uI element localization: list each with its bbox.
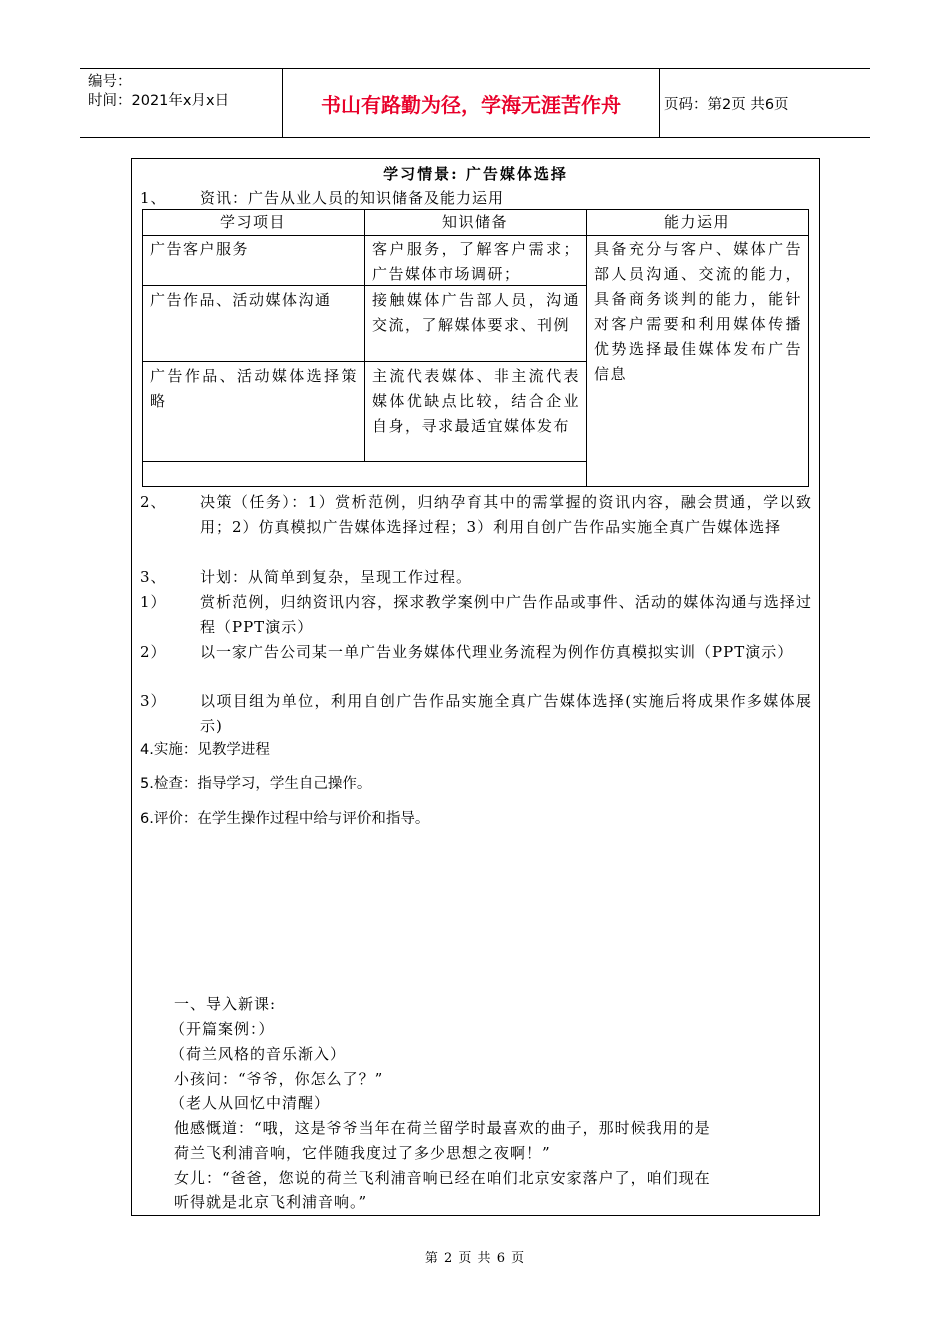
col-header-knowledge: 知识储备	[441, 213, 508, 231]
intro-line: （开篇案例：）	[170, 1020, 275, 1038]
table-row-3-knowledge: 主流代表媒体、非主流代表媒体优缺点比较，结合企业自身，寻求最适宜媒体发布	[372, 367, 580, 435]
item3-num: 3、	[140, 568, 167, 586]
intro-heading: 一、导入新课:	[174, 995, 277, 1013]
time-label: 时间：2021年x月x日	[88, 93, 230, 109]
item6-evaluate: 6.评价：在学生操作过程中给与评价和指导。	[140, 811, 430, 827]
item3-text: 计划：从简单到复杂，呈现工作过程。	[200, 568, 473, 586]
item2-num: 2、	[140, 493, 167, 511]
intro-line: 荷兰飞利浦音响，它伴随我度过了多少思想之夜啊！”	[174, 1144, 551, 1162]
intro-line: （荷兰风格的音乐渐入）	[170, 1045, 347, 1063]
intro-line: 他感慨道：“哦，这是爷爷当年在荷兰留学时最喜欢的曲子，那时候我用的是	[174, 1119, 711, 1137]
table-row-1-project: 广告客户服务	[150, 240, 250, 258]
page-label: 页码：第2页 共6页	[664, 97, 789, 113]
intro-line: （老人从回忆中清醒）	[170, 1094, 331, 1112]
intro-line: 小孩问：“爷爷，你怎么了？”	[174, 1070, 384, 1088]
item4-implement: 4.实施：见教学进程	[140, 742, 270, 758]
page-footer: 第 2 页 共 6 页	[424, 1251, 526, 1266]
header-meta	[88, 73, 229, 111]
item5-check: 5.检查：指导学习，学生自己操作。	[140, 776, 372, 792]
page-header	[80, 68, 870, 138]
col-header-ability: 能力运用	[663, 213, 730, 231]
plan-step-1-num: 1）	[140, 593, 167, 611]
plan-step-3-num: 3）	[140, 692, 167, 710]
ability-cell: 具备充分与客户、媒体广告部人员沟通、交流的能力，具备商务谈判的能力，能针对客户需要和利用媒体传播优势选择最佳媒体发布广告信息	[594, 240, 802, 383]
intro-line: 女儿：“爸爸，您说的荷兰飞利浦音响已经在咱们北京安家落户了，咱们现在	[174, 1169, 711, 1187]
item1-num: 1、	[140, 189, 167, 207]
knowledge-table	[142, 209, 809, 487]
item1-text: 资讯：广告从业人员的知识储备及能力运用	[200, 189, 505, 207]
plan-step-2-text: 以一家广告公司某一单广告业务媒体代理业务流程为例作仿真模拟实训（PPT演示）	[200, 643, 794, 661]
table-row-3-project: 广告作品、活动媒体选择策略	[150, 367, 358, 410]
table-row-1-knowledge: 客户服务，了解客户需求；广告媒体市场调研；	[372, 240, 580, 283]
motto: 书山有路勤为径，学海无涯苦作舟	[282, 69, 660, 137]
plan-step-3-text: 以项目组为单位，利用自创广告作品实施全真广告媒体选择(实施后将成果作多媒体展示)	[200, 692, 812, 735]
code-label: 编号：	[88, 74, 132, 90]
plan-step-1-text: 赏析范例，归纳资讯内容，探求教学案例中广告作品或事件、活动的媒体沟通与选择过程（PPT演示）	[200, 593, 812, 636]
intro-line: 听得就是北京飞利浦音响。”	[174, 1193, 368, 1211]
table-row-2-knowledge: 接触媒体广告部人员，沟通交流，了解媒体要求、刊例	[372, 291, 580, 334]
table-row-2-project: 广告作品、活动媒体沟通	[150, 291, 332, 309]
plan-step-2-num: 2）	[140, 643, 167, 661]
section-title: 学习情景: 广告媒体选择	[383, 165, 568, 183]
col-header-project: 学习项目	[219, 213, 286, 231]
content-frame	[131, 158, 820, 1216]
item2-text: 决策（任务）：1）赏析范例，归纳孕育其中的需掌握的资讯内容，融会贯通，学以致用；2）仿真模拟广告媒体选择过程；3）利用自创广告作品实施全真广告媒体选择	[200, 493, 812, 536]
